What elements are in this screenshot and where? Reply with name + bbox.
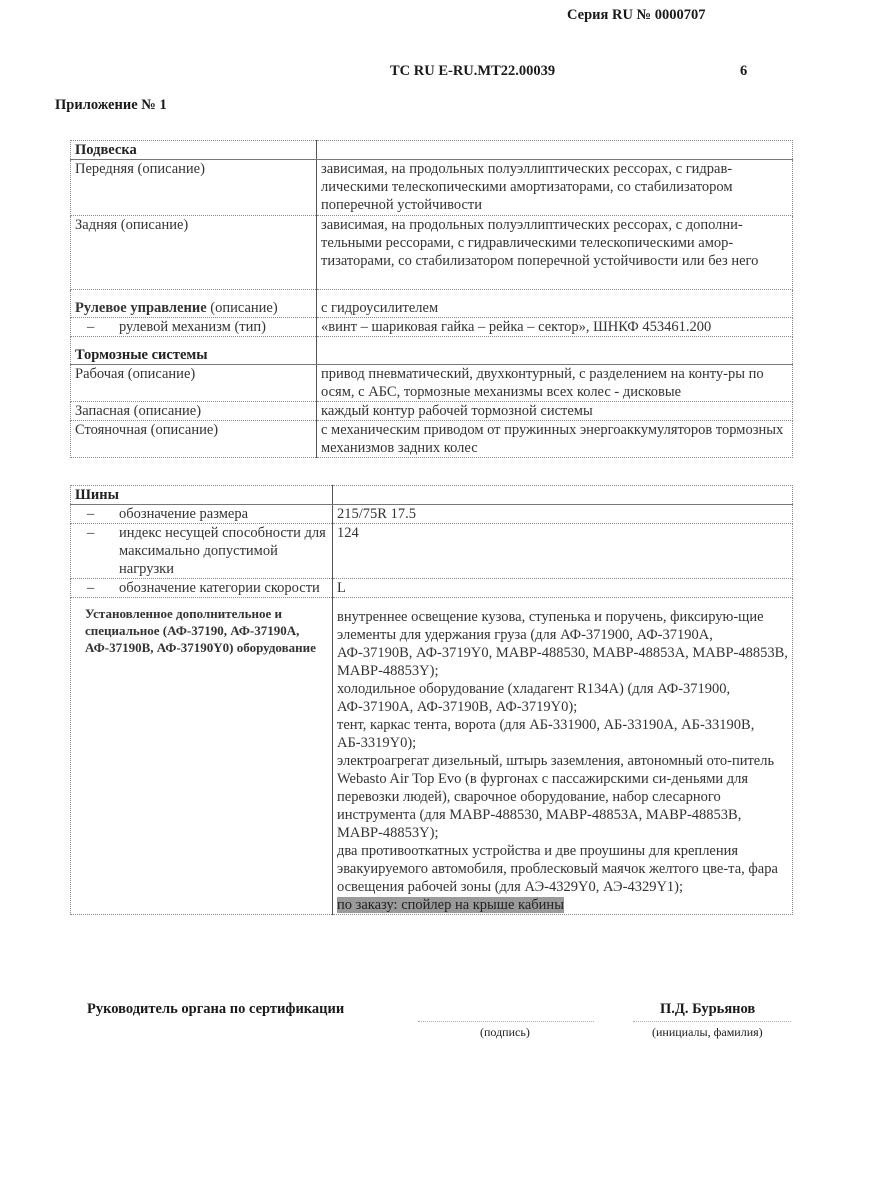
specs-table-top	[70, 140, 793, 458]
spare-brake-value: каждый контур рабочей тормозной системы	[317, 402, 793, 421]
signature-line	[418, 1021, 594, 1022]
front-suspension-value: зависимая, на продольных полуэллиптических рессорах, с гидрав-лическими телескопическими амортизаторами, со стабилизатором поперечной устойчивости	[317, 160, 793, 216]
parking-brake-value: с механическим приводом от пружинных энергоаккумуляторов тормозных механизмов задних колес	[317, 421, 793, 458]
tire-speed-value: L	[333, 579, 793, 598]
equipment-value	[333, 598, 793, 915]
steering-title: Рулевое управление (описание)	[71, 290, 317, 318]
name-caption: (инициалы, фамилия)	[652, 1025, 763, 1039]
signature-role: Руководитель органа по сертификации	[87, 1001, 345, 1017]
parking-brake-label: Стояночная (описание)	[71, 421, 317, 458]
brakes-title: Тормозные системы	[71, 337, 317, 365]
tire-load-value: 124	[333, 524, 793, 579]
spare-brake-label: Запасная (описание)	[71, 402, 317, 421]
tire-size-value: 215/75R 17.5	[333, 505, 793, 524]
steering-mechanism-value: «винт – шариковая гайка – рейка – сектор», ШНКФ 453461.200	[317, 318, 793, 337]
signature-caption: (подпись)	[480, 1025, 530, 1039]
suspension-title: Подвеска	[71, 141, 317, 160]
front-suspension-label: Передняя (описание)	[71, 160, 317, 216]
service-brake-label: Рабочая (описание)	[71, 365, 317, 402]
tires-title: Шины	[71, 486, 333, 505]
service-brake-value: привод пневматический, двухконтурный, с разделением на конту-ры по осям, с АБС, тормозные механизмы всех колес - дисковые	[317, 365, 793, 402]
tire-load-label: – индекс несущей способности для максимально допустимой нагрузки	[71, 524, 333, 579]
document-number: ТС RU E-RU.MT22.00039	[390, 63, 556, 79]
equipment-item-highlighted: по заказу: спойлер на крыше кабины	[337, 897, 564, 913]
appendix-title: Приложение № 1	[55, 97, 167, 113]
rear-suspension-label: Задняя (описание)	[71, 216, 317, 290]
series-number: Серия RU № 0000707	[567, 7, 706, 23]
equipment-item: электроагрегат дизельный, штырь заземления, автономный ото-питель Webasto Air Top Evo (в фургонах с пассажирскими си-деньями для перевозки людей), сварочное оборудование, набор слесарного инструмента (для МАВР-488530, МАВР-48853А, МАВР-48853В, МАВР-48853Y);	[337, 753, 775, 841]
equipment-item: холодильное оборудование (хладагент R134A) (для АФ-371900, АФ-37190А, АФ-37190В, АФ-3719Y0);	[337, 681, 731, 715]
tire-size-label: – обозначение размера	[71, 505, 333, 524]
signature-name: П.Д. Бурьянов	[660, 1001, 756, 1017]
equipment-item: два противооткатных устройства и две проушины для крепления эвакуируемого автомобиля, проблесковый маячок желтого цве-та, фара освещения рабочей зоны (для АЭ-4329Y0, АЭ-4329Y1);	[337, 843, 778, 895]
equipment-label: Установленное дополнительное и специальное (АФ-37190, АФ-37190А, АФ-37190В, АФ-37190Y0) оборудование	[71, 598, 333, 915]
steering-value: с гидроусилителем	[317, 290, 793, 318]
tire-speed-label: – обозначение категории скорости	[71, 579, 333, 598]
equipment-item: внутреннее освещение кузова, ступенька и поручень, фиксирую-щие элементы для удержания груза (для АФ-371900, АФ-37190А, АФ-37190В, АФ-3719Y0, МАВР-488530, МАВР-48853А, МАВР-48853В, МАВР-48853Y);	[337, 609, 788, 679]
equipment-item: тент, каркас тента, ворота (для АБ-331900, АБ-33190А, АБ-33190В, АБ-3319Y0);	[337, 717, 755, 751]
page-number: 6	[740, 63, 748, 79]
steering-mechanism-label: – рулевой механизм (тип)	[71, 318, 317, 337]
rear-suspension-value: зависимая, на продольных полуэллиптических рессорах, с дополни-тельными рессорами, с гидравлическими телескопическими амор-тизаторами, со стабилизатором поперечной устойчивости или без него	[317, 216, 793, 290]
specs-table-bottom	[70, 485, 793, 915]
name-line	[633, 1021, 791, 1022]
